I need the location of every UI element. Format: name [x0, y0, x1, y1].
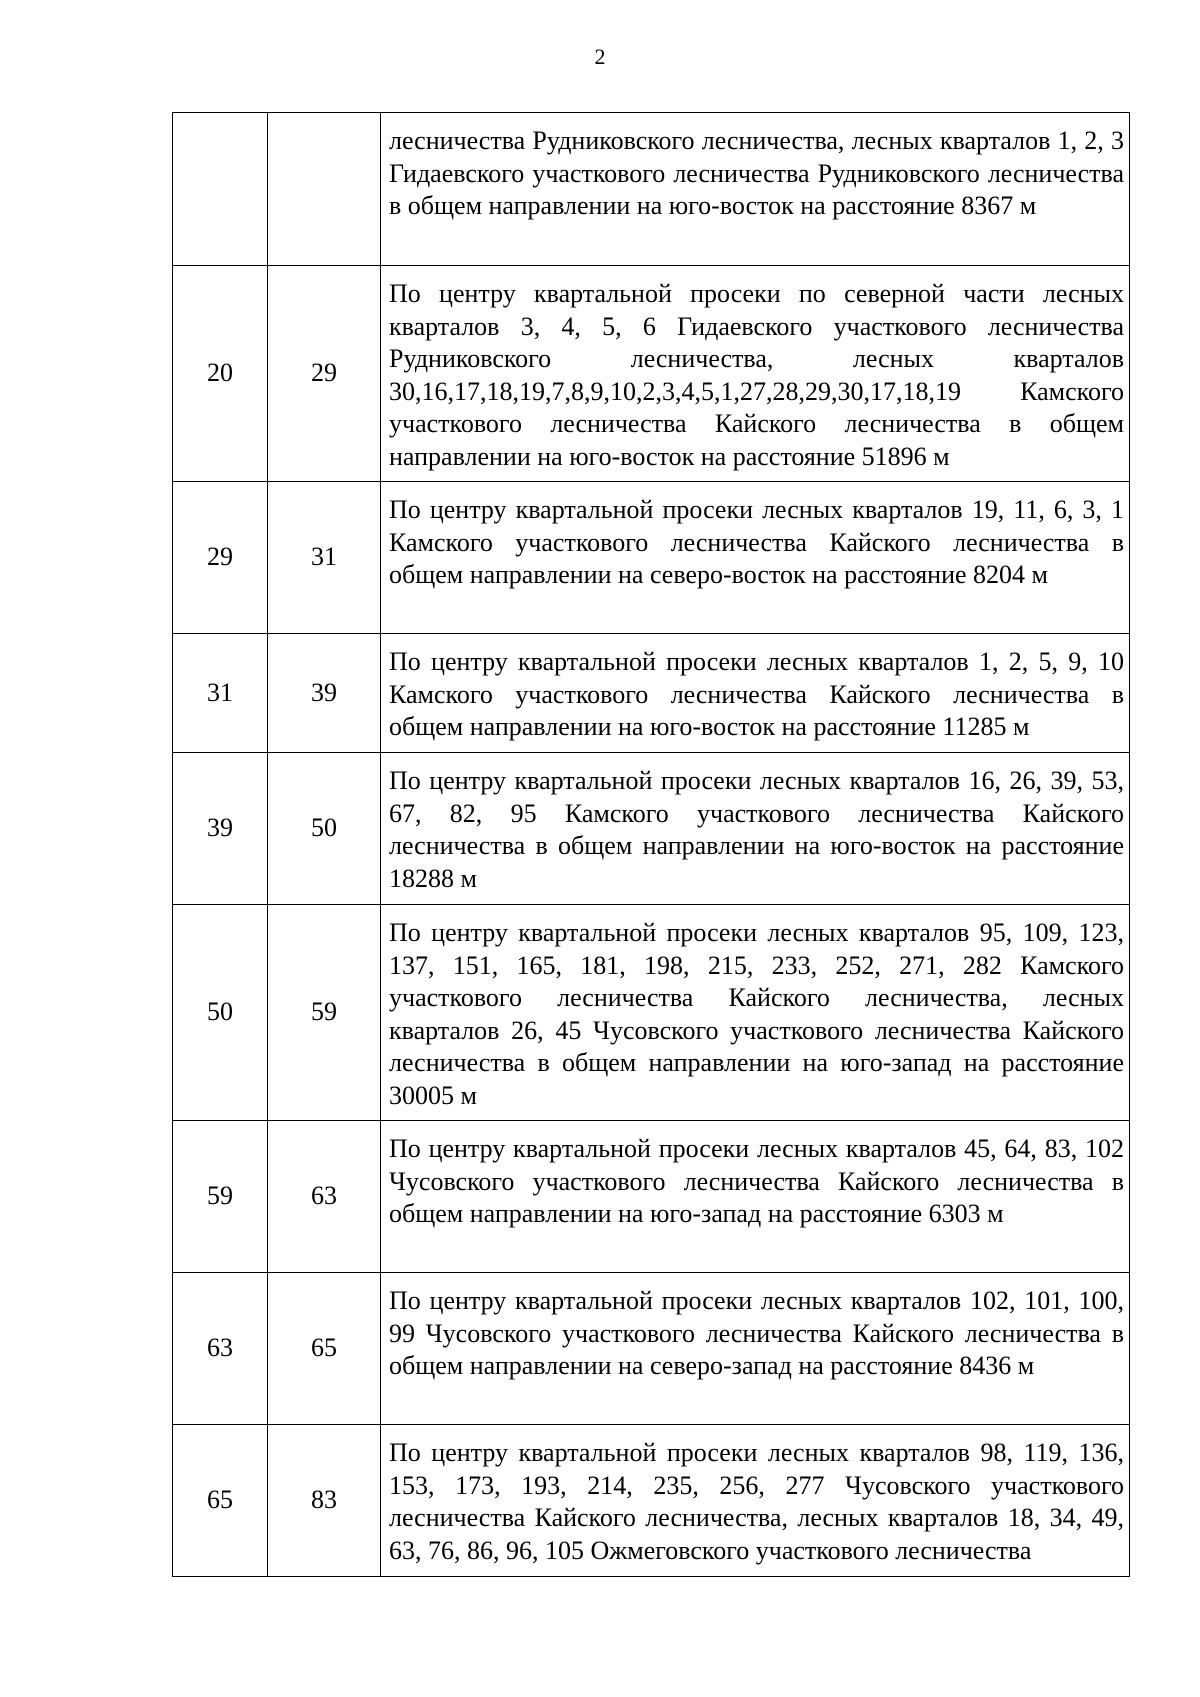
- from-point-cell: 50: [173, 905, 268, 1121]
- table-row: [173, 482, 1130, 634]
- route-description-cell: По центру квартальной просеки лесных кварталов 1, 2, 5, 9, 10 Камского участкового лесничества Кайского лесничества в общем направлении на юго-восток на расстояние 11285 м: [381, 634, 1130, 753]
- table-row: [173, 266, 1130, 482]
- to-point-cell: 59: [268, 905, 381, 1121]
- table-row: [173, 1121, 1130, 1273]
- to-point-cell: 65: [268, 1273, 381, 1425]
- route-description-cell: По центру квартальной просеки лесных кварталов 45, 64, 83, 102 Чусовского участкового лесничества Кайского лесничества в общем направлении на юго-запад на расстояние 6303 м: [381, 1121, 1130, 1273]
- from-point-cell: 29: [173, 482, 268, 634]
- table-row: [173, 753, 1130, 905]
- route-description-cell: По центру квартальной просеки лесных кварталов 19, 11, 6, 3, 1 Камского участкового лесничества Кайского лесничества в общем направлении на северо-восток на расстояние 8204 м: [381, 482, 1130, 634]
- to-point-cell: 29: [268, 266, 381, 482]
- table-row: [173, 1425, 1130, 1577]
- boundary-table: [172, 112, 1130, 1577]
- to-point-cell: 83: [268, 1425, 381, 1577]
- to-point-cell: 39: [268, 634, 381, 753]
- from-point-cell: [173, 113, 268, 266]
- from-point-cell: 59: [173, 1121, 268, 1273]
- to-point-cell: 50: [268, 753, 381, 905]
- from-point-cell: 20: [173, 266, 268, 482]
- route-description-cell: По центру квартальной просеки по северной части лесных кварталов 3, 4, 5, 6 Гидаевского участкового лесничества Рудниковского лесничества, лесных кварталов 30,16,17,18,19,7,8,9,10,2,3,4,5,1,27,28,29,30,17,18,19 Камского участкового лесничества Кайского лесничества в общем направлении на юго-восток на расстояние 51896 м: [381, 266, 1130, 482]
- route-description-cell: По центру квартальной просеки лесных кварталов 102, 101, 100, 99 Чусовского участкового лесничества Кайского лесничества в общем направлении на северо-запад на расстояние 8436 м: [381, 1273, 1130, 1425]
- table-row: [173, 113, 1130, 266]
- route-description-cell: По центру квартальной просеки лесных кварталов 16, 26, 39, 53, 67, 82, 95 Камского участкового лесничества Кайского лесничества в общем направлении на юго-восток на расстояние 18288 м: [381, 753, 1130, 905]
- route-description-cell: По центру квартальной просеки лесных кварталов 98, 119, 136, 153, 173, 193, 214, 235, 256, 277 Чусовского участкового лесничества Кайского лесничества, лесных кварталов 18, 34, 49, 63, 76, 86, 96, 105 Ожмеговского участкового лесничества: [381, 1425, 1130, 1577]
- to-point-cell: 31: [268, 482, 381, 634]
- from-point-cell: 39: [173, 753, 268, 905]
- to-point-cell: 63: [268, 1121, 381, 1273]
- table-row: [173, 634, 1130, 753]
- route-description-cell: лесничества Рудниковского лесничества, лесных кварталов 1, 2, 3 Гидаевского участкового лесничества Рудниковского лесничества в общем направлении на юго-восток на расстояние 8367 м: [381, 113, 1130, 266]
- from-point-cell: 31: [173, 634, 268, 753]
- from-point-cell: 63: [173, 1273, 268, 1425]
- to-point-cell: [268, 113, 381, 266]
- table-row: [173, 905, 1130, 1121]
- page-number: 2: [594, 44, 606, 69]
- from-point-cell: 65: [173, 1425, 268, 1577]
- route-description-cell: По центру квартальной просеки лесных кварталов 95, 109, 123, 137, 151, 165, 181, 198, 215, 233, 252, 271, 282 Камского участкового лесничества Кайского лесничества, лесных кварталов 26, 45 Чусовского участкового лесничества Кайского лесничества в общем направлении на юго-запад на расстояние 30005 м: [381, 905, 1130, 1121]
- table-row: [173, 1273, 1130, 1425]
